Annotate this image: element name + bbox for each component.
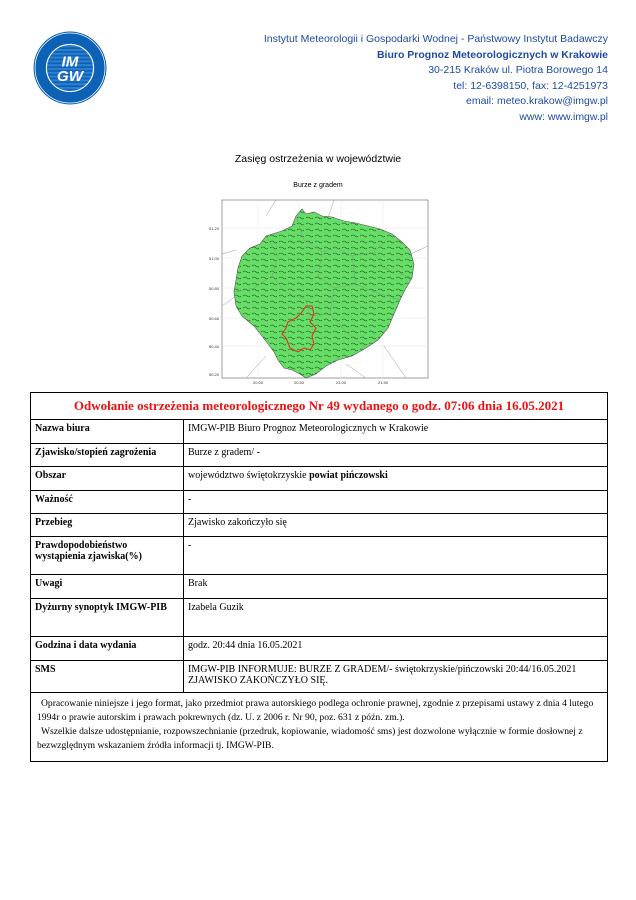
section-title: Zasięg ostrzeżenia w województwie	[234, 153, 402, 165]
row-label: Przebieg	[31, 514, 184, 537]
row-value	[184, 467, 608, 491]
row-value: Izabela Guzik	[184, 599, 608, 637]
row-label: SMS	[31, 661, 184, 693]
email[interactable]: email: meteo.krakow@imgw.pl	[466, 95, 608, 107]
lat-label: 51.00	[209, 256, 220, 261]
row-label: Dyżurny synoptyk IMGW-PIB	[31, 599, 184, 637]
row-label: Ważność	[31, 491, 184, 514]
area-prefix: województwo świętokrzyskie	[188, 470, 310, 481]
row-label: Zjawisko/stopień zagrożenia	[31, 444, 184, 467]
row-course	[31, 514, 608, 537]
lat-labels	[209, 226, 220, 377]
row-label: Obszar	[31, 467, 184, 491]
lat-label: 51.20	[209, 226, 220, 231]
imgw-logo	[32, 26, 248, 106]
logo-ring-text: INSTYTUT METEOROLOGII I GOSPODARKI WODNEJ · PAŃSTWOWY INSTYTUT BADAWCZY	[32, 26, 248, 31]
map-title: Burze z gradem	[293, 182, 343, 189]
row-remarks	[31, 575, 608, 599]
lon-labels	[253, 380, 389, 385]
lon-label: 20.00	[252, 380, 264, 385]
lat-label: 50.80	[209, 286, 220, 291]
copyright-paragraph-1: Opracowanie niniejsze i jego format, jako przedmiot prawa autorskiego podlega ochronie prawnej, zgodnie z przepisami ustawy z dnia 4 lutego 1994r o prawie autorskim i prawach pokrewnych (dz. U. z 2006 r. Nr 90, poz. 631 z późn. zm.).	[37, 698, 594, 723]
row-value: -	[184, 491, 608, 514]
institute-name: Instytut Meteorologii i Gospodarki Wodnej - Państwowy Instytut Badawczy	[263, 33, 608, 45]
lon-label: 20.50	[293, 380, 305, 385]
row-validity	[31, 491, 608, 514]
lat-label: 50.20	[209, 372, 220, 377]
lon-label: 21.50	[377, 380, 389, 385]
logo-letters-top: IM	[61, 53, 79, 71]
office-name: Biuro Prognoz Meteorologicznych w Krakowie	[376, 48, 608, 61]
warning-header: Odwołanie ostrzeżenia meteorologicznego Nr 49 wydanego o godz. 07:06 dnia 16.05.2021	[31, 393, 608, 420]
row-value: Zjawisko zakończyło się	[184, 514, 608, 537]
warning-table	[30, 392, 608, 762]
row-value: Brak	[184, 575, 608, 599]
row-probability	[31, 537, 608, 575]
copyright-notice	[31, 693, 608, 762]
row-label: Godzina i data wydania	[31, 637, 184, 661]
lon-label: 21.00	[335, 380, 347, 385]
row-value: IMGW-PIB Biuro Prognoz Meteorologicznych w Krakowie	[184, 420, 608, 444]
copyright-paragraph-2: Wszelkie dalsze udostępnianie, rozpowszechnianie (przedruk, kopiowanie, wiadomość sms) jest dozwolone wyłącznie w formie dosłownej z bezwzględnym wskazaniem źródła informacji tj. IMGW-PIB.	[37, 726, 583, 751]
row-sms	[31, 661, 608, 693]
row-value: godz. 20:44 dnia 16.05.2021	[184, 637, 608, 661]
website[interactable]: www: www.imgw.pl	[519, 110, 608, 123]
logo-letters-bottom: GW	[56, 67, 84, 85]
warning-map	[206, 196, 430, 393]
row-issued	[31, 637, 608, 661]
lat-label: 50.60	[209, 316, 220, 321]
row-forecaster	[31, 599, 608, 637]
organization-info	[264, 32, 608, 125]
area-county: powiat pińczowski	[309, 470, 388, 481]
phone: tel: 12-6398150, fax: 12-4251973	[453, 79, 608, 92]
row-area	[31, 467, 608, 491]
row-label: Prawdopodobieństwo wystąpienia zjawiska(%)	[31, 537, 184, 575]
row-value: -	[184, 537, 608, 575]
row-value: Burze z gradem/ -	[184, 444, 608, 467]
row-label: Nazwa biura	[31, 420, 184, 444]
row-value: IMGW-PIB INFORMUJE: BURZE Z GRADEM/- świętokrzyskie/pińczowski 20:44/16.05.2021 ZJAWISKO ZAKOŃCZYŁO SIĘ.	[184, 661, 608, 693]
row-label: Uwagi	[31, 575, 184, 599]
address: 30-215 Kraków ul. Piotra Borowego 14	[428, 64, 608, 76]
row-office	[31, 420, 608, 444]
lat-label: 50.40	[209, 344, 220, 349]
row-phenomenon	[31, 444, 608, 467]
